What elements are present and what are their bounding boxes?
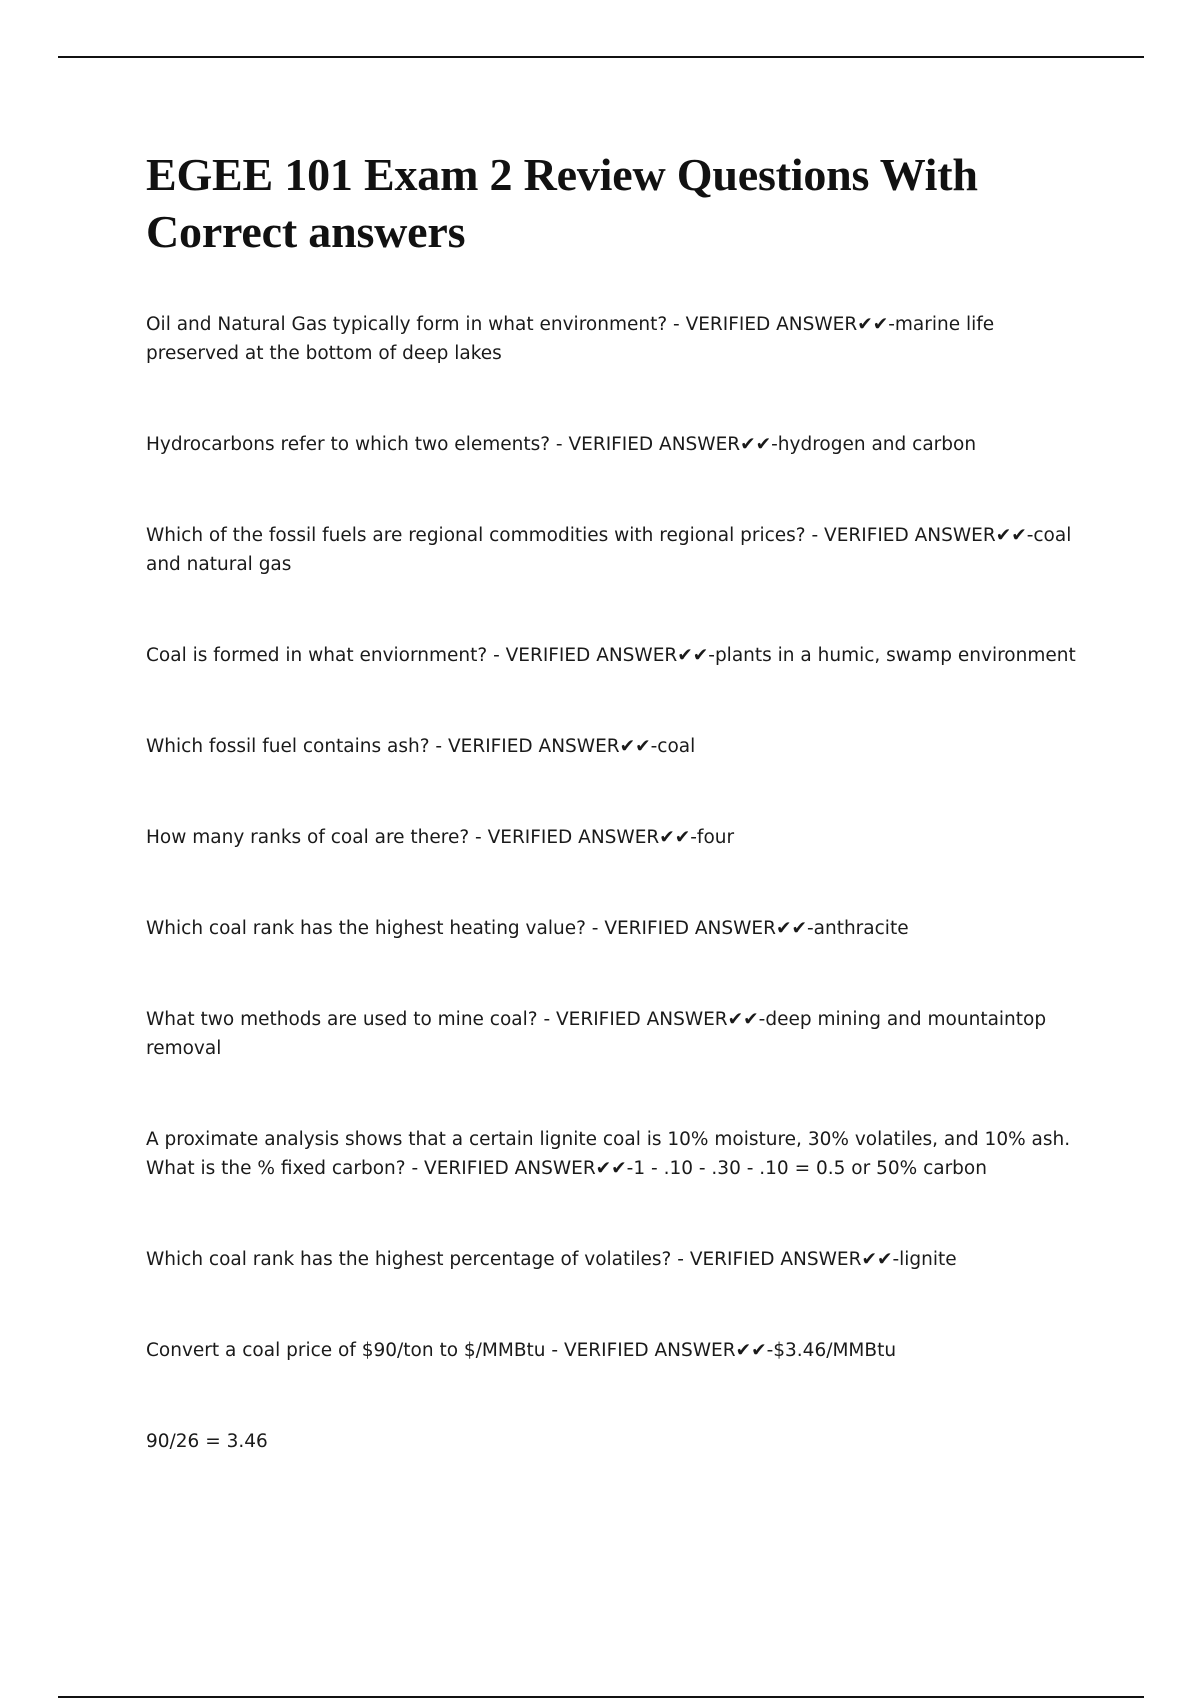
qa-item: Which coal rank has the highest percentage of volatiles? - VERIFIED ANSWER✔✔-lignite xyxy=(146,1249,957,1270)
bottom-rule xyxy=(58,1696,1144,1698)
qa-item: 90/26 = 3.46 xyxy=(146,1431,268,1452)
qa-item: Convert a coal price of $90/ton to $/MMBtu - VERIFIED ANSWER✔✔-$3.46/MMBtu xyxy=(146,1340,897,1361)
top-rule xyxy=(58,56,1144,58)
document-title: EGEE 101 Exam 2 Review Questions With Correct answers xyxy=(146,149,978,257)
qa-item: Which fossil fuel contains ash? - VERIFIED ANSWER✔✔-coal xyxy=(146,736,696,757)
qa-item: A proximate analysis shows that a certain lignite coal is 10% moisture, 30% volatiles, and 10% ash. What is the % fixed carbon? - VERIFIED ANSWER✔✔-1 - .10 - .30 - .10 = 0.5 or 50% carbon xyxy=(146,1129,1071,1179)
qa-list xyxy=(146,310,1086,1456)
qa-item: What two methods are used to mine coal? - VERIFIED ANSWER✔✔-deep mining and mountaintop removal xyxy=(146,1009,1047,1059)
document-body xyxy=(146,146,1086,1456)
qa-item: Hydrocarbons refer to which two elements? - VERIFIED ANSWER✔✔-hydrogen and carbon xyxy=(146,434,977,455)
qa-item: How many ranks of coal are there? - VERIFIED ANSWER✔✔-four xyxy=(146,827,735,848)
qa-item: Oil and Natural Gas typically form in what environment? - VERIFIED ANSWER✔✔-marine life preserved at the bottom of deep lakes xyxy=(146,314,995,364)
qa-item: Which of the fossil fuels are regional commodities with regional prices? - VERIFIED ANSWER✔✔-coal and natural gas xyxy=(146,525,1072,575)
qa-item: Coal is formed in what enviornment? - VERIFIED ANSWER✔✔-plants in a humic, swamp environment xyxy=(146,645,1076,666)
qa-item: Which coal rank has the highest heating value? - VERIFIED ANSWER✔✔-anthracite xyxy=(146,918,909,939)
